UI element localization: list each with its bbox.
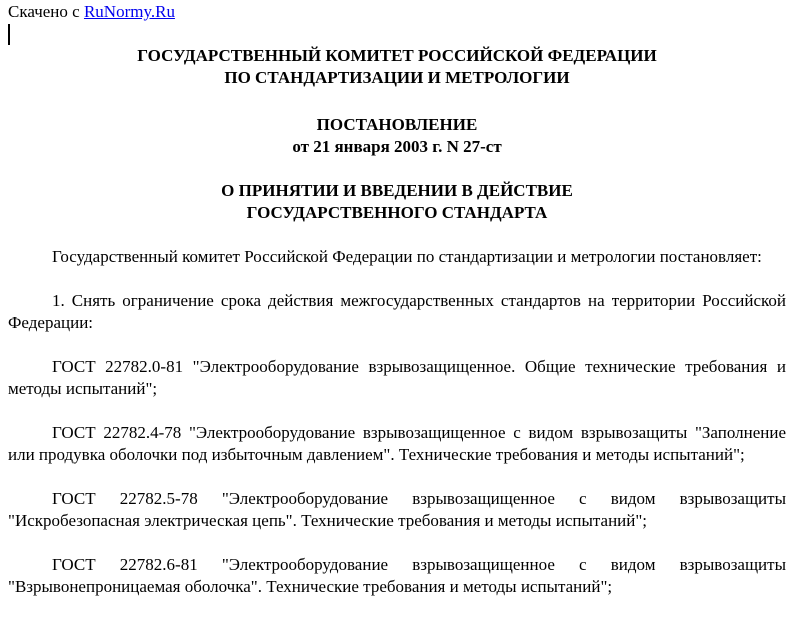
document-content (8, 45, 786, 598)
subject-heading (8, 180, 786, 224)
text-cursor (8, 24, 10, 45)
decree-title: ПОСТАНОВЛЕНИЕ (316, 115, 478, 134)
issuer-heading (8, 45, 786, 89)
subject-line-1: О ПРИНЯТИИ И ВВЕДЕНИИ В ДЕЙСТВИЕ (221, 181, 573, 200)
source-line (8, 2, 175, 22)
decree-date: от 21 января 2003 г. N 27-ст (292, 137, 502, 156)
issuer-line-1: ГОСУДАРСТВЕННЫЙ КОМИТЕТ РОССИЙСКОЙ ФЕДЕРАЦИИ (137, 46, 657, 65)
standard-paragraph: ГОСТ 22782.6-81 "Электрооборудование взрывозащищенное с видом взрывозащиты "Взрывонепроницаемая оболочка". Технические требования и методы испытаний"; (8, 555, 786, 596)
standard-paragraph: ГОСТ 22782.0-81 "Электрооборудование взрывозащищенное. Общие технические требования и методы испытаний"; (8, 357, 786, 398)
subject-line-2: ГОСУДАРСТВЕННОГО СТАНДАРТА (246, 203, 548, 222)
source-prefix: Скачено с (8, 2, 84, 21)
standard-paragraph: ГОСТ 22782.4-78 "Электрооборудование взрывозащищенное с видом взрывозащиты "Заполнение или продувка оболочки под избыточным давлением". Технические требования и методы испытаний"; (8, 423, 786, 464)
standard-paragraph: ГОСТ 22782.5-78 "Электрооборудование взрывозащищенное с видом взрывозащиты "Искробезопасная электрическая цепь". Технические требования и методы испытаний"; (8, 489, 786, 530)
runormy-link[interactable]: RuNormy.Ru (83, 2, 175, 21)
item-1-paragraph: 1. Снять ограничение срока действия межгосударственных стандартов на территории Российской Федерации: (8, 291, 786, 332)
issuer-line-2: ПО СТАНДАРТИЗАЦИИ И МЕТРОЛОГИИ (224, 68, 570, 87)
intro-paragraph: Государственный комитет Российской Федерации по стандартизации и метрологии постановляет: (52, 247, 762, 266)
decree-heading (8, 114, 786, 158)
